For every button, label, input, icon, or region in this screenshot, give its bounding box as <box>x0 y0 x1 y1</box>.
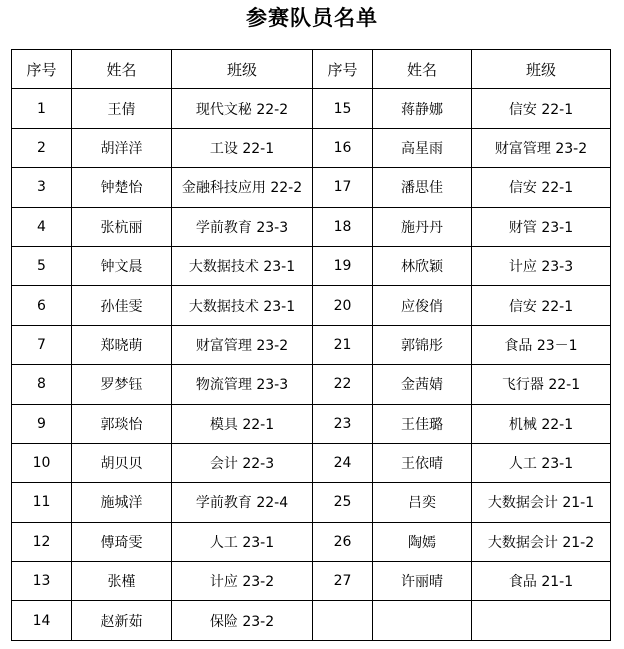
cell-name: 孙佳雯 <box>72 286 172 325</box>
cell-number: 20 <box>313 286 373 325</box>
table-row <box>12 207 611 246</box>
cell-name: 胡贝贝 <box>72 443 172 482</box>
document-title: 参赛队员名单 <box>246 5 378 30</box>
table-row <box>12 128 611 167</box>
cell-number: 5 <box>12 246 72 285</box>
cell-number: 9 <box>12 404 72 443</box>
cell-name: 赵新茹 <box>72 601 172 640</box>
table-row <box>12 325 611 364</box>
roster-table <box>11 49 611 641</box>
cell-name: 钟文晨 <box>72 246 172 285</box>
header-class: 班级 <box>172 50 313 89</box>
table-row <box>12 522 611 561</box>
cell-number <box>313 601 373 640</box>
cell-name: 郭锦彤 <box>373 325 472 364</box>
cell-class: 大数据会计 21-1 <box>472 483 611 522</box>
cell-name: 张杭丽 <box>72 207 172 246</box>
cell-number: 10 <box>12 443 72 482</box>
header-name: 姓名 <box>72 50 172 89</box>
cell-class: 保险 23-2 <box>172 601 313 640</box>
cell-class: 财管 23-1 <box>472 207 611 246</box>
cell-name: 王倩 <box>72 89 172 128</box>
cell-name: 罗梦钰 <box>72 365 172 404</box>
cell-class: 工设 22-1 <box>172 128 313 167</box>
cell-class: 人工 23-1 <box>472 443 611 482</box>
cell-number: 13 <box>12 562 72 601</box>
table-row <box>12 365 611 404</box>
table-row <box>12 168 611 207</box>
cell-name: 林欣颖 <box>373 246 472 285</box>
cell-name: 蒋静娜 <box>373 89 472 128</box>
table-row <box>12 443 611 482</box>
cell-class: 信安 22-1 <box>472 89 611 128</box>
table-row <box>12 246 611 285</box>
cell-number: 3 <box>12 168 72 207</box>
cell-number: 11 <box>12 483 72 522</box>
cell-name: 郭琰怡 <box>72 404 172 443</box>
cell-number: 24 <box>313 443 373 482</box>
cell-name: 施城洋 <box>72 483 172 522</box>
cell-class: 大数据会计 21-2 <box>472 522 611 561</box>
cell-number: 2 <box>12 128 72 167</box>
cell-class: 信安 22-1 <box>472 168 611 207</box>
cell-number: 22 <box>313 365 373 404</box>
cell-class: 食品 23－1 <box>472 325 611 364</box>
cell-class: 计应 23-2 <box>172 562 313 601</box>
cell-name: 傅琦雯 <box>72 522 172 561</box>
cell-number: 4 <box>12 207 72 246</box>
cell-number: 19 <box>313 246 373 285</box>
cell-name: 吕奕 <box>373 483 472 522</box>
cell-class: 财富管理 23-2 <box>472 128 611 167</box>
table-row <box>12 562 611 601</box>
cell-class: 大数据技术 23-1 <box>172 246 313 285</box>
cell-number: 21 <box>313 325 373 364</box>
cell-class: 物流管理 23-3 <box>172 365 313 404</box>
cell-class: 飞行器 22-1 <box>472 365 611 404</box>
cell-number: 8 <box>12 365 72 404</box>
cell-number: 17 <box>313 168 373 207</box>
table-row <box>12 601 611 640</box>
table-row <box>12 483 611 522</box>
cell-name: 潘思佳 <box>373 168 472 207</box>
cell-name: 金茜婧 <box>373 365 472 404</box>
cell-name: 施丹丹 <box>373 207 472 246</box>
cell-number: 7 <box>12 325 72 364</box>
cell-number: 27 <box>313 562 373 601</box>
cell-number: 1 <box>12 89 72 128</box>
header-number: 序号 <box>12 50 72 89</box>
cell-name: 郑晓萌 <box>72 325 172 364</box>
cell-class: 学前教育 23-3 <box>172 207 313 246</box>
cell-class: 会计 22-3 <box>172 443 313 482</box>
cell-class: 现代文秘 22-2 <box>172 89 313 128</box>
cell-number: 25 <box>313 483 373 522</box>
header-number: 序号 <box>313 50 373 89</box>
cell-class <box>472 601 611 640</box>
cell-class: 食品 21-1 <box>472 562 611 601</box>
cell-name: 陶嫣 <box>373 522 472 561</box>
cell-class: 人工 23-1 <box>172 522 313 561</box>
cell-class: 模具 22-1 <box>172 404 313 443</box>
table-body <box>12 89 611 640</box>
table-row <box>12 286 611 325</box>
cell-number: 15 <box>313 89 373 128</box>
header-name: 姓名 <box>373 50 472 89</box>
cell-name: 许丽晴 <box>373 562 472 601</box>
cell-name: 高星雨 <box>373 128 472 167</box>
cell-name <box>373 601 472 640</box>
cell-class: 机械 22-1 <box>472 404 611 443</box>
table-row <box>12 404 611 443</box>
cell-class: 财富管理 23-2 <box>172 325 313 364</box>
cell-number: 26 <box>313 522 373 561</box>
cell-class: 信安 22-1 <box>472 286 611 325</box>
cell-class: 金融科技应用 22-2 <box>172 168 313 207</box>
cell-name: 王佳璐 <box>373 404 472 443</box>
cell-name: 张槿 <box>72 562 172 601</box>
cell-number: 6 <box>12 286 72 325</box>
cell-name: 应俊俏 <box>373 286 472 325</box>
table-row <box>12 89 611 128</box>
cell-number: 16 <box>313 128 373 167</box>
cell-class: 大数据技术 23-1 <box>172 286 313 325</box>
cell-name: 王依晴 <box>373 443 472 482</box>
table-header-row <box>12 50 611 89</box>
cell-number: 23 <box>313 404 373 443</box>
cell-number: 12 <box>12 522 72 561</box>
cell-class: 计应 23-3 <box>472 246 611 285</box>
header-class: 班级 <box>472 50 611 89</box>
cell-number: 14 <box>12 601 72 640</box>
cell-name: 胡洋洋 <box>72 128 172 167</box>
cell-name: 钟楚怡 <box>72 168 172 207</box>
cell-class: 学前教育 22-4 <box>172 483 313 522</box>
cell-number: 18 <box>313 207 373 246</box>
